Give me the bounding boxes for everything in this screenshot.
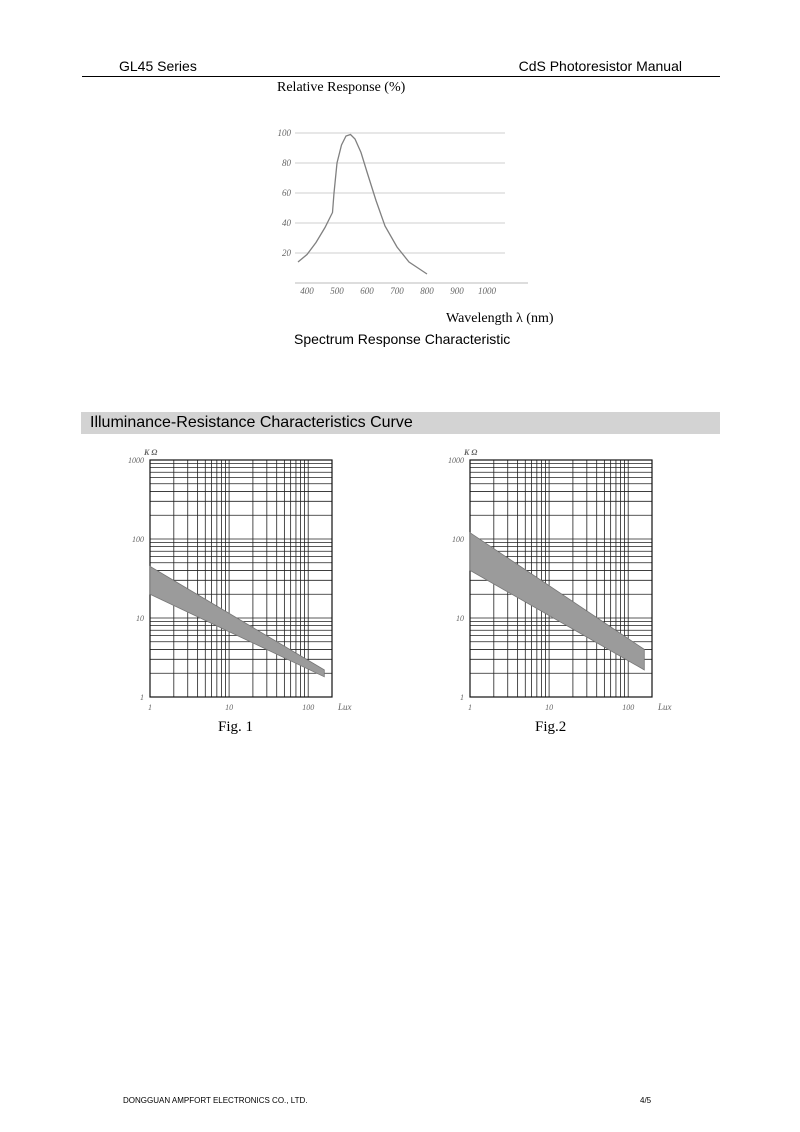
section-title: Illuminance-Resistance Characteristics Curve xyxy=(90,414,413,431)
fig2-chart xyxy=(430,445,690,720)
y-tick-label-40: 40 xyxy=(282,218,291,228)
y-axis-unit-label: K Ω xyxy=(144,448,158,457)
x-tick-label-600: 600 xyxy=(360,286,374,296)
y-tick-label-1000: 1000 xyxy=(448,456,464,465)
y-tick-label-1: 1 xyxy=(140,693,144,702)
x-tick-label-800: 800 xyxy=(420,286,434,296)
x-tick-label-1: 1 xyxy=(148,703,152,712)
y-tick-label-80: 80 xyxy=(282,158,291,168)
x-tick-label-900: 900 xyxy=(450,286,464,296)
spectrum-ylabel: Relative Response (%) xyxy=(277,80,406,95)
y-tick-label-1000: 1000 xyxy=(128,456,144,465)
x-axis-unit-label: Lux xyxy=(338,702,352,712)
y-tick-label-10: 10 xyxy=(456,614,464,623)
x-tick-label-700: 700 xyxy=(390,286,404,296)
spectrum-chart xyxy=(0,0,800,340)
y-tick-label-20: 20 xyxy=(282,248,291,258)
x-tick-label-1: 1 xyxy=(468,703,472,712)
x-tick-label-100: 100 xyxy=(622,703,635,712)
x-tick-label-400: 400 xyxy=(300,286,314,296)
y-tick-label-1: 1 xyxy=(460,693,464,702)
fig2-caption: Fig.2 xyxy=(535,719,567,735)
y-tick-label-100: 100 xyxy=(132,535,144,544)
y-tick-label-100: 100 xyxy=(277,128,291,138)
x-tick-label-10: 10 xyxy=(225,703,234,712)
spectrum-caption: Spectrum Response Characteristic xyxy=(294,331,511,347)
fig1-caption: Fig. 1 xyxy=(218,719,254,735)
y-tick-label-100: 100 xyxy=(452,535,464,544)
x-axis-unit-label: Lux xyxy=(658,702,672,712)
x-tick-label-500: 500 xyxy=(330,286,344,296)
section-bar xyxy=(81,412,720,434)
header-right-title: CdS Photoresistor Manual xyxy=(518,58,682,74)
y-tick-label-10: 10 xyxy=(136,614,144,623)
x-tick-label-10: 10 xyxy=(545,703,554,712)
spectrum-xlabel: Wavelength λ (nm) xyxy=(446,311,554,326)
footer-page: 4/5 xyxy=(640,1096,652,1105)
fig1-chart xyxy=(110,445,370,720)
x-tick-label-100: 100 xyxy=(302,703,315,712)
y-axis-unit-label: K Ω xyxy=(464,448,478,457)
header-left-title: GL45 Series xyxy=(119,58,197,74)
y-tick-label-60: 60 xyxy=(282,188,291,198)
x-tick-label-1000: 1000 xyxy=(478,286,496,296)
footer-company: DONGGUAN AMPFORT ELECTRONICS CO., LTD. xyxy=(123,1096,308,1105)
